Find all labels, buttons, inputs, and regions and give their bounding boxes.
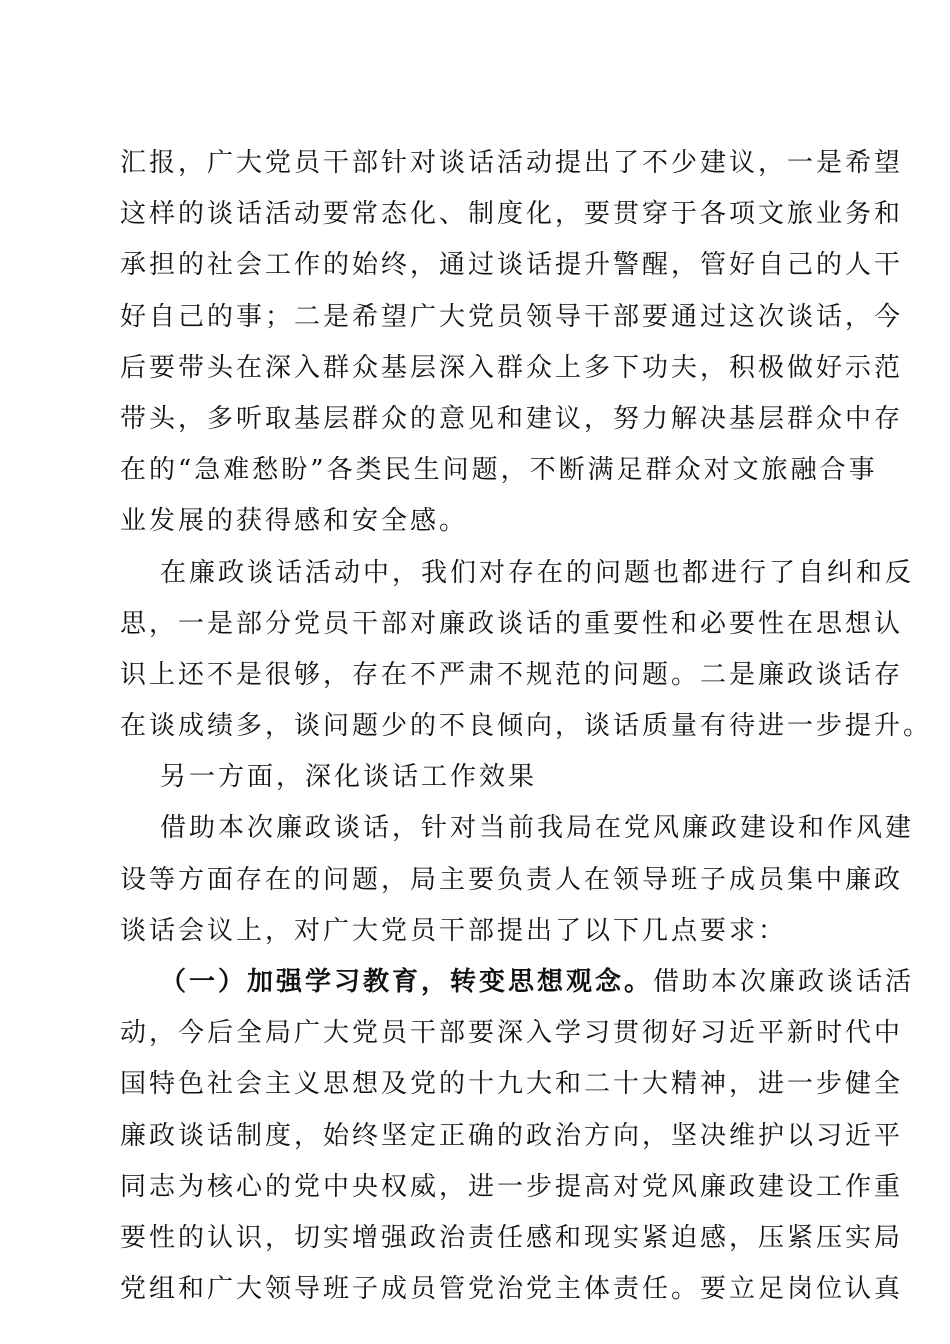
text-line: 动，今后全局广大党员干部要深入学习贯彻好习近平新时代中 [120, 1018, 904, 1049]
text-line: 汇报，广大党员干部针对谈话活动提出了不少建议，一是希望 [120, 148, 904, 178]
text-line: 要性的认识，切实增强政治责任感和现实紧迫感，压紧压实局 [120, 1222, 904, 1253]
text-line: 思，一是部分党员干部对廉政谈话的重要性和必要性在思想认 [120, 608, 904, 639]
text-line: 业发展的获得感和安全感。 [120, 506, 469, 537]
paragraph-1 [120, 138, 904, 548]
text-line [120, 957, 915, 1008]
text-line: 在的“急难愁盼”各类民生问题，不断满足群众对文旅融合事 [120, 455, 878, 486]
text-line: 廉政谈话制度，始终坚定正确的政治方向，坚决维护以习近平 [120, 1120, 904, 1151]
paragraph-5 [120, 957, 915, 1315]
text-line: 承担的社会工作的始终，通过谈话提升警醒，管好自己的人干 [120, 250, 904, 281]
paragraph-2 [120, 548, 933, 753]
text-line: 识上还不是很够，存在不严肃不规范的问题。二是廉政谈话存 [120, 659, 904, 690]
text-line: 在廉政谈话活动中，我们对存在的问题也都进行了自纠和反 [160, 557, 915, 588]
text-line: 在谈成绩多，谈问题少的不良倾向，谈话质量有待进一步提升。 [120, 711, 933, 742]
text-line: 国特色社会主义思想及党的十九大和二十大精神，进一步健全 [120, 1069, 904, 1100]
text-line: 党组和广大领导班子成员管党治党主体责任。要立足岗位认真 [120, 1274, 904, 1305]
text-line: 谈话会议上，对广大党员干部提出了以下几点要求： [120, 915, 788, 946]
section-heading: 另一方面，深化谈话工作效果 [160, 762, 538, 793]
text-line: 设等方面存在的问题，局主要负责人在领导班子成员集中廉政 [120, 864, 904, 895]
text-line: 后要带头在深入群众基层深入群众上多下功夫，积极做好示范 [120, 352, 904, 383]
paragraph-3 [120, 752, 830, 803]
text-line: 带头，多听取基层群众的意见和建议，努力解决基层群众中存 [120, 403, 904, 434]
text-line: 借助本次廉政谈话，针对当前我局在党风廉政建设和作风建 [160, 813, 915, 844]
text-run: 借助本次廉政谈话活 [653, 967, 915, 997]
text-line: 好自己的事；二是希望广大党员领导干部要通过这次谈话，今 [120, 301, 904, 332]
text-line: 同志为核心的党中央权威，进一步提高对党风廉政建设工作重 [120, 1171, 904, 1202]
document-body [120, 138, 933, 1315]
subsection-heading: （一）加强学习教育，转变思想观念。 [160, 967, 654, 997]
text-line: 这样的谈话活动要常态化、制度化，要贯穿于各项文旅业务和 [120, 199, 904, 230]
paragraph-4 [120, 803, 915, 957]
